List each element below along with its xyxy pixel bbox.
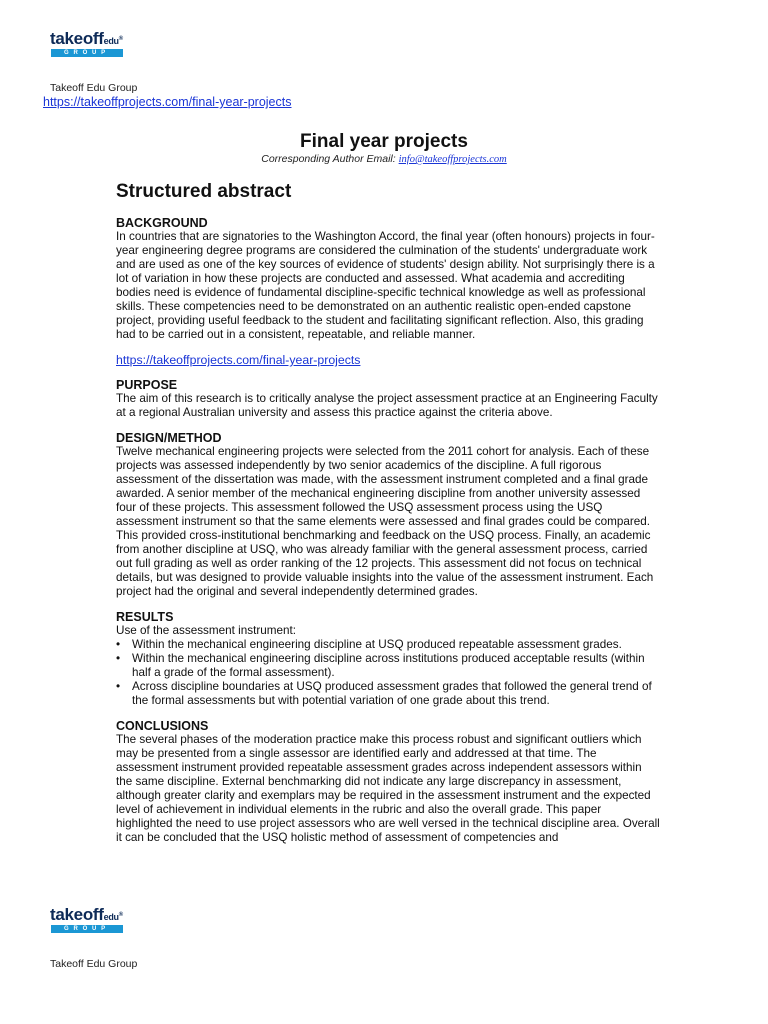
results-heading: RESULTS	[116, 610, 174, 624]
inline-link[interactable]: https://takeoffprojects.com/final-year-projects	[116, 353, 361, 367]
logo-group-bar: GROUP	[51, 925, 123, 933]
page-title: Final year projects	[300, 131, 468, 152]
purpose-text: The aim of this research is to critically analyse the project assessment practice at an Engineering Faculty at a regional Australian university and assess this practice against the criteria above.	[116, 392, 658, 419]
purpose-heading: PURPOSE	[116, 378, 178, 392]
list-item: • Within the mechanical engineering discipline across institutions produced acceptable results (within half a grade of the formal assessment).	[116, 652, 660, 680]
results-list	[116, 638, 660, 708]
list-item: • Across discipline boundaries at USQ produced assessment grades that followed the general trend of the formal assessments but with potential variation of one grade about this trend.	[116, 680, 660, 708]
abstract-body	[116, 180, 660, 845]
conclusions-heading: CONCLUSIONS	[116, 719, 209, 733]
method-text: Twelve mechanical engineering projects were selected from the 2011 cohort for analysis. Each of these projects was assessed independently by two senior academics of the discipline. A full rigorous assessment of the dissertation was made, with the assessment instrument completed and a final grade awarded. A senior member of the mechanical engineering discipline from another university assessed four of these projects. This assessment followed the USQ assessment process using the USQ assessment instrument so that the same elements were assessed and final grades could be compared. This provided cross-institutional benchmarking and feedback on the USQ process. Finally, an academic from another discipline at USQ, who was already familiar with the general assessment process, carried out full grading as well as order ranking of the 12 projects. This assessment did not focus on technical details, but was designed to provide valuable insights into the value of the assessment instrument. Each project had the original and several independently determined grades.	[116, 445, 654, 598]
results-intro: Use of the assessment instrument:	[116, 624, 296, 637]
method-heading: DESIGN/METHOD	[116, 431, 222, 445]
footer-org-name: Takeoff Edu Group	[50, 958, 138, 970]
logo-wordmark: takeoffedu®	[50, 905, 123, 924]
logo-group-bar: GROUP	[51, 49, 123, 57]
author-label: Corresponding Author Email:	[261, 153, 399, 165]
takeoff-logo-footer	[50, 906, 126, 936]
section-title: Structured abstract	[116, 181, 292, 202]
logo-brand-text: takeoff	[50, 29, 104, 48]
background-heading: BACKGROUND	[116, 216, 208, 230]
logo-edu-text: edu	[103, 912, 119, 922]
author-line	[0, 153, 768, 165]
logo-edu-text: edu	[103, 36, 119, 46]
list-item: • Within the mechanical engineering discipline at USQ produced repeatable assessment grades.	[116, 638, 660, 652]
background-text: In countries that are signatories to the Washington Accord, the final year (often honours) projects in four-year engineering degree programs are considered the culmination of the students' undergraduate work and are used as one of the key sources of evidence of students' design ability. Not surprisingly there is a lot of variation in how these projects are conducted and assessed. What academia and accrediting bodies need is evidence of fundamental discipline-specific technical knowledge as well as professional skills. These competencies need to be demonstrated on an authentic realistic open-ended capstone project, providing useful feedback to the student and facilitating significant reflection. Also, this grading had to be carried out in a consistent, repeatable, and reliable manner.	[116, 230, 655, 341]
takeoff-logo-header	[50, 30, 126, 60]
header-org-name: Takeoff Edu Group	[50, 82, 138, 94]
author-email-link[interactable]: info@takeoffprojects.com	[398, 154, 507, 165]
header-link[interactable]: https://takeoffprojects.com/final-year-projects	[43, 95, 292, 109]
conclusions-text: The several phases of the moderation practice make this process robust and significant outliers which may be presented from a single assessor are identified early and addressed at that time. The assessment instrument provided repeatable assessment grades across independent assessors within the same discipline. External benchmarking did not indicate any large discrepancy in assessment, although greater clarity and exemplars may be required in the assessment instrument and the expected level of achievement in individual elements in the rubric and also the overall grade. This paper highlighted the need to use project assessors who are well versed in the technical discipline area. Overall it can be concluded that the USQ holistic method of assessment of competencies and	[116, 733, 660, 844]
logo-wordmark: takeoffedu®	[50, 29, 123, 48]
logo-brand-text: takeoff	[50, 905, 104, 924]
